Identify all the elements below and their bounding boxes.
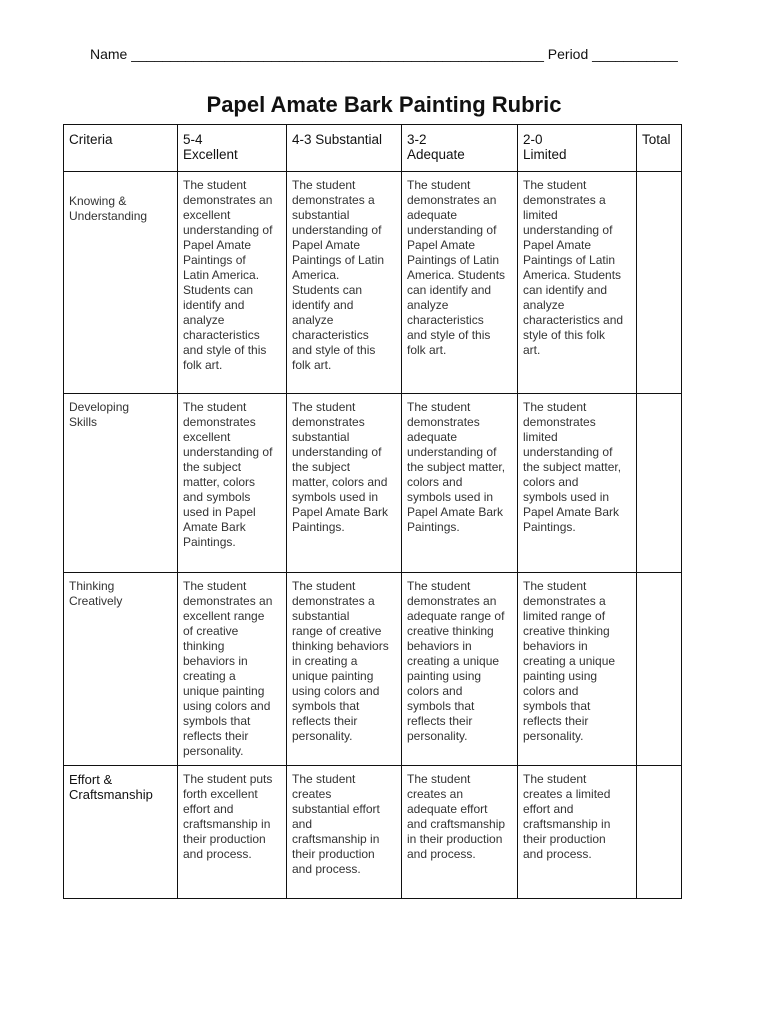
criteria-knowing-understanding: Knowing & Understanding [64,172,178,394]
name-period-line: Name _____________________________________________________ Period ___________ [90,46,678,62]
column-header-adequate: 3-2 Adequate [402,125,518,172]
page-title: Papel Amate Bark Painting Rubric [206,92,562,117]
cell-adequate: The student demonstrates an adequate range of creative thinking behaviors in creating a unique painting using colors and symbols that reflects their personality. [402,573,518,766]
cell-adequate: The student creates an adequate effort and craftsmanship in their production and process. [402,766,518,899]
column-header-criteria: Criteria [64,125,178,172]
cell-excellent: The student puts forth excellent effort and craftsmanship in their production and process. [178,766,287,899]
criteria-thinking-creatively: Thinking Creatively [64,573,178,766]
criteria-effort-craftsmanship: Effort & Craftsmanship [64,766,178,899]
table-row [64,394,682,573]
cell-substantial: The student demonstrates a substantial range of creative thinking behaviors in creating a unique painting using colors and symbols that reflects their personality. [287,573,402,766]
criteria-developing-skills: Developing Skills [64,394,178,573]
cell-adequate: The student demonstrates an adequate understanding of Papel Amate Paintings of Latin America. Students can identify and analyze characteristics and style of this folk art. [402,172,518,394]
column-header-excellent: 5-4 Excellent [178,125,287,172]
cell-limited: The student demonstrates a limited understanding of Papel Amate Paintings of Latin America. Students can identify and analyze characteristics and style of this folk art. [518,172,637,394]
cell-limited: The student creates a limited effort and craftsmanship in their production and process. [518,766,637,899]
cell-total [637,573,682,766]
cell-substantial: The student demonstrates a substantial understanding of Papel Amate Paintings of Latin America. Students can identify and analyze characteristics and style of this folk art. [287,172,402,394]
cell-limited: The student demonstrates limited understanding of the subject matter, colors and symbols used in Papel Amate Bark Paintings. [518,394,637,573]
cell-adequate: The student demonstrates adequate understanding of the subject matter, colors and symbols used in Papel Amate Bark Paintings. [402,394,518,573]
cell-excellent: The student demonstrates excellent understanding of the subject matter, colors and symbols used in Papel Amate Bark Paintings. [178,394,287,573]
cell-excellent: The student demonstrates an excellent range of creative thinking behaviors in creating a unique painting using colors and symbols that reflects their personality. [178,573,287,766]
header-row [64,125,682,172]
cell-total [637,172,682,394]
cell-substantial: The student creates substantial effort and craftsmanship in their production and process. [287,766,402,899]
cell-excellent: The student demonstrates an excellent understanding of Papel Amate Paintings of Latin America. Students can identify and analyze characteristics and style of this folk art. [178,172,287,394]
cell-limited: The student demonstrates a limited range of creative thinking behaviors in creating a unique painting using colors and symbols that reflects their personality. [518,573,637,766]
rubric-table [63,124,682,899]
cell-total [637,766,682,899]
cell-substantial: The student demonstrates substantial understanding of the subject matter, colors and symbols used in Papel Amate Bark Paintings. [287,394,402,573]
table-row [64,172,682,394]
cell-total [637,394,682,573]
column-header-substantial: 4-3 Substantial [287,125,402,172]
column-header-limited: 2-0 Limited [518,125,637,172]
table-row [64,573,682,766]
table-row [64,766,682,899]
column-header-total: Total [637,125,682,172]
